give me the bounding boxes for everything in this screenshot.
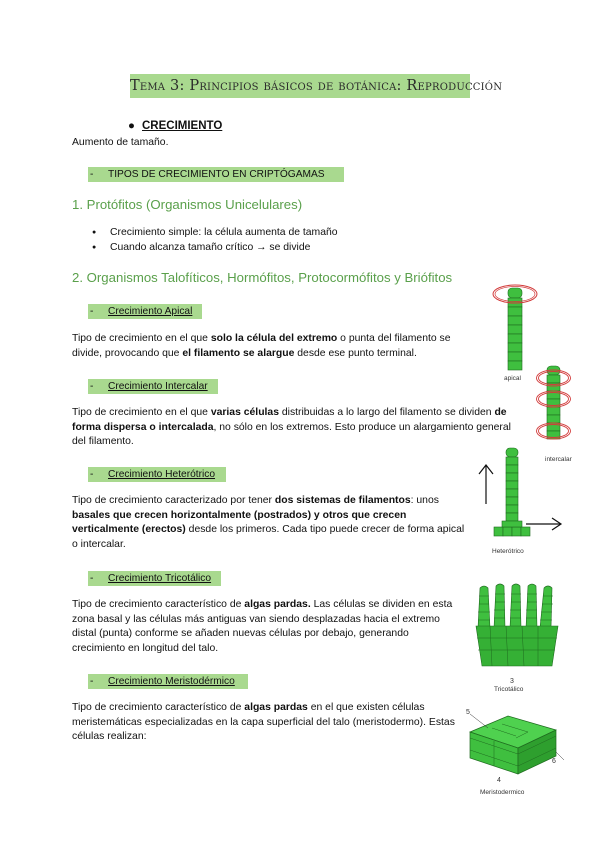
meristodermico-header-dash: - <box>90 676 94 687</box>
heterotrico-header-dash: - <box>90 469 94 480</box>
apical-header <box>88 304 202 319</box>
types-header-label: TIPOS DE CRECIMIENTO EN CRIPTÓGAMAS <box>108 169 325 180</box>
definition-text: Aumento de tamaño. <box>72 137 169 148</box>
text-run: desde ese punto terminal. <box>294 347 417 359</box>
tricotalico-header-label: Crecimiento Tricotálico <box>108 573 212 584</box>
heterotrico-illustration <box>476 444 566 548</box>
text-run: : unos <box>410 495 439 506</box>
up-arrow-icon <box>479 465 493 504</box>
heterotrico-header <box>88 467 226 482</box>
text-run: desde los primeros. Cada tipo puede crecer de forma apical o intercalar. <box>72 524 465 550</box>
intercalar-paragraph <box>72 406 524 450</box>
section-bullet-label: CRECIMIENTO <box>142 120 223 132</box>
types-header <box>88 167 344 182</box>
apical-header-label: Crecimiento Apical <box>108 306 193 317</box>
tricotalico-header-dash: - <box>90 573 94 584</box>
intercalar-header-dash: - <box>90 381 94 392</box>
meristodermico-paragraph <box>72 701 458 745</box>
list-item: ● Cuando alcanza tamaño crítico → se divide <box>92 241 392 256</box>
intercalar-header-label: Crecimiento Intercalar <box>108 381 208 392</box>
bold-run: algas pardas. <box>244 599 311 610</box>
meristodermico-header <box>88 674 248 689</box>
bold-run: varias células <box>210 407 279 418</box>
tricotalico-header <box>88 571 221 586</box>
text-run: o punta del filamento se divide, provocando que <box>72 333 451 359</box>
meristodermico-number-5: 5 <box>466 709 470 716</box>
bullet-dot: ● <box>128 120 135 132</box>
page-title: Tema 3: Principios básicos de botánica: Reproducción <box>130 74 470 98</box>
text-run: en el que existen células meristemáticas especializadas en la capa superficial del talo (meristodermo). Estas células realizan: <box>72 702 455 743</box>
text-run: Tipo de crecimiento en el que <box>72 333 211 344</box>
tricotalico-paragraph <box>72 598 464 656</box>
heterotrico-caption: Heterótrico <box>492 548 524 555</box>
intercalar-header <box>88 379 218 394</box>
tricotalico-caption: Tricotálico <box>494 686 524 693</box>
bold-run: basales que crecen horizontalmente (postrados) y otros que crecen verticalmente (erectos) <box>72 509 407 536</box>
right-arrow-icon <box>526 518 561 530</box>
protofitos-list <box>92 226 392 255</box>
intercalar-caption: intercalar <box>545 456 572 463</box>
bold-run: algas pardas <box>244 702 308 713</box>
apical-paragraph <box>72 332 480 361</box>
text-run: Tipo de crecimiento en el que <box>72 407 211 418</box>
meristodermico-caption: Meristodermico <box>480 789 525 796</box>
meristodermico-number-6: 6 <box>552 758 556 765</box>
text-run: Las células se dividen en esta zona basal y las células más antiguas van siendo desplazadas hacia el extremo distal (punta) conforme se añaden nuevas células por debajo, generando crecimiento en longitud del talo. <box>72 599 453 654</box>
list-item: ● Crecimiento simple: la célula aumenta de tamaño <box>92 226 392 241</box>
text-run: Tipo de crecimiento característico de <box>72 599 245 610</box>
meristodermico-header-label: Crecimiento Meristodérmico <box>108 676 235 687</box>
heading-protofitos: 1. Protófitos (Organismos Unicelulares) <box>72 197 303 212</box>
heterotrico-header-label: Crecimiento Heterótrico <box>108 469 216 480</box>
meristodermico-illustration <box>462 708 572 780</box>
bold-run: dos sistemas de filamentos <box>274 495 411 506</box>
text-run: Tipo de crecimiento característico de <box>72 702 245 713</box>
text-run: distribuidas a lo largo del filamento se dividen <box>278 407 495 418</box>
heading-talofiticos: 2. Organismos Talofíticos, Hormófitos, Protocormófitos y Briófitos <box>72 270 453 285</box>
heterotrico-paragraph <box>72 494 472 552</box>
bold-run: solo la célula del extremo <box>210 333 338 344</box>
bold-run: el filamento se alargue <box>182 347 295 359</box>
tricotalico-illustration <box>470 582 564 678</box>
apical-header-dash: - <box>90 306 94 317</box>
section-bullet <box>128 120 222 132</box>
types-header-dash: - <box>90 169 94 180</box>
meristodermico-number-4: 4 <box>497 777 501 784</box>
text-run: Tipo de crecimiento caracterizado por tener <box>72 495 275 506</box>
tricotalico-number: 3 <box>510 678 514 685</box>
bold-run: de forma dispersa o intercalada <box>72 407 507 433</box>
text-run: , no sólo en los extremos. Esto produce un alargamiento general del filamento. <box>72 421 511 448</box>
apical-caption: apical <box>504 375 521 382</box>
